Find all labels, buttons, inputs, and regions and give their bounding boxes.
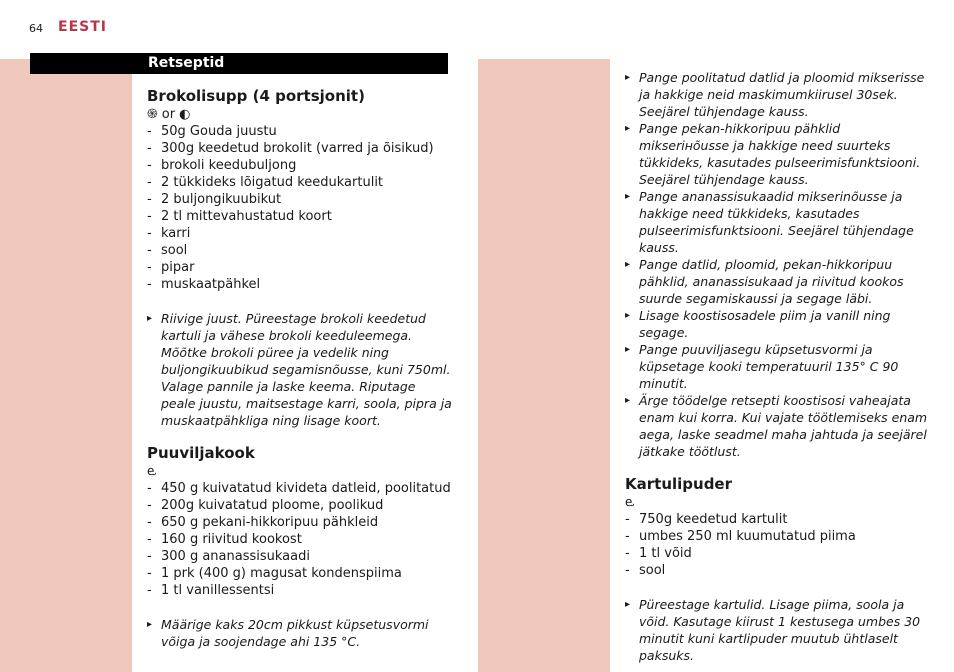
list-item: - brokoli keedubuljong: [147, 157, 452, 174]
step-item: ▸ Lisage koostisosadele piim ja vanill ning segage.: [625, 307, 930, 341]
whisk-symbol-icon: ⱸ: [625, 495, 634, 510]
whisk-symbol-icon: ⱸ: [147, 464, 156, 479]
steps-list-broccoli-soup: [147, 310, 452, 429]
list-item: - 1 tl võid: [625, 545, 930, 562]
list-item: - pipar: [147, 259, 452, 276]
language-label: EESTI: [58, 19, 107, 35]
list-item: - 50g Gouda juustu: [147, 123, 452, 140]
ingredient-list-broccoli-soup: [147, 123, 452, 293]
decorative-margin-left: [0, 59, 132, 672]
left-column: [147, 87, 452, 650]
recipe-title-broccoli-soup: Brokolisupp (4 portsjonit): [147, 87, 365, 105]
list-item: - muskaatpähkel: [147, 276, 452, 293]
list-item: - umbes 250 ml kuumutatud piima: [625, 528, 930, 545]
list-item: - 2 tükkideks lõigatud keedukartulit: [147, 174, 452, 191]
list-item: - sool: [147, 242, 452, 259]
list-item: - 1 tl vanillessentsi: [147, 582, 452, 599]
right-column: [625, 69, 930, 664]
list-item: - 450 g kuivatatud kivideta datleid, poolitatud: [147, 480, 452, 497]
section-header-bar: [30, 53, 448, 74]
step-item: ▸ Määrige kaks 20cm pikkust küpsetusvormi võiga ja soojendage ahi 135 °C.: [147, 616, 452, 650]
list-item: - 200g kuivatatud ploome, poolikud: [147, 497, 452, 514]
steps-list-mashed-potatoes: [625, 596, 930, 664]
list-item: - karri: [147, 225, 452, 242]
recipe-title-fruit-cake: Puuviljakook: [147, 444, 255, 462]
steps-list-fruit-cake-part1: [147, 616, 452, 650]
section-title: Retseptid: [148, 55, 225, 71]
list-item: - 2 buljongikuubikut: [147, 191, 452, 208]
ingredient-list-fruit-cake: [147, 480, 452, 599]
list-item: - 750g keedetud kartulit: [625, 511, 930, 528]
step-item: ▸ Pange puuviljasegu küpsetusvormi ja küpsetage kooki temperatuuril 135° C 90 minutit.: [625, 341, 930, 392]
list-item: - 1 prk (400 g) magusat kondenspiima: [147, 565, 452, 582]
list-item: - 2 tl mittevahustatud koort: [147, 208, 452, 225]
list-item: - 300 g ananassisukaadi: [147, 548, 452, 565]
step-item: ▸ Ärge töödelge retsepti koostisosi vaheajata enam kui korra. Kui vajate töötlemiseks enam aega, laske seadmel maha jahtuda ja seejärel jätkake töötlust.: [625, 392, 930, 460]
blade-symbol-icons: ֍ or ◐: [147, 107, 191, 122]
step-item: ▸ Pange poolitatud datlid ja ploomid mikserisse ja hakkige neid maskimumkiirusel 30sek. Seejärel tühjendage kauss.: [625, 69, 930, 120]
step-item: ▸ Pange ananassisukaadid mikserinõusse ja hakkige need tükkideks, kasutades pulseerimisfunktsiooni. Seejärel tühjendage kauss.: [625, 188, 930, 256]
step-item: ▸ Riivige juust. Püreestage brokoli keedetud kartuli ja vähese brokoli keeduleemega. Mõõtke brokoli püree ja vedelik ning buljongikuubikud segamisnõusse, kuni 750ml. Valage pannile ja laske keema. Riputage peale juustu, maitsestage karri, soola, pipra ja muskaatpähkliga ning lisage koort.: [147, 310, 452, 429]
page-number: 64: [29, 22, 43, 35]
step-item: ▸ Püreestage kartulid. Lisage piima, soola ja võid. Kasutage kiirust 1 kestusega umbes 30 minutit kuni kartlipuder muutub ühtlaselt paksuks.: [625, 596, 930, 664]
decorative-margin-middle: [478, 59, 610, 672]
ingredient-list-mashed-potatoes: [625, 511, 930, 579]
list-item: - sool: [625, 562, 930, 579]
list-item: - 650 g pekani-hikkoripuu pähkleid: [147, 514, 452, 531]
list-item: - 300g keedetud brokolit (varred ja õisikud): [147, 140, 452, 157]
steps-list-fruit-cake-part2: [625, 69, 930, 460]
step-item: ▸ Pange pekan-hikkoripuu pähklid mikseriнõusse ja hakkige need suurteks tükkideks, kasutades pulseerimisfunktsiooni. Seejärel tühjendage kauss.: [625, 120, 930, 188]
step-item: ▸ Pange datlid, ploomid, pekan-hikkoripuu pähklid, ananassisukaad ja riivitud kookos suurde segamiskaussi ja segage läbi.: [625, 256, 930, 307]
recipe-title-mashed-potatoes: Kartulipuder: [625, 475, 732, 493]
list-item: - 160 g riivitud kookost: [147, 531, 452, 548]
